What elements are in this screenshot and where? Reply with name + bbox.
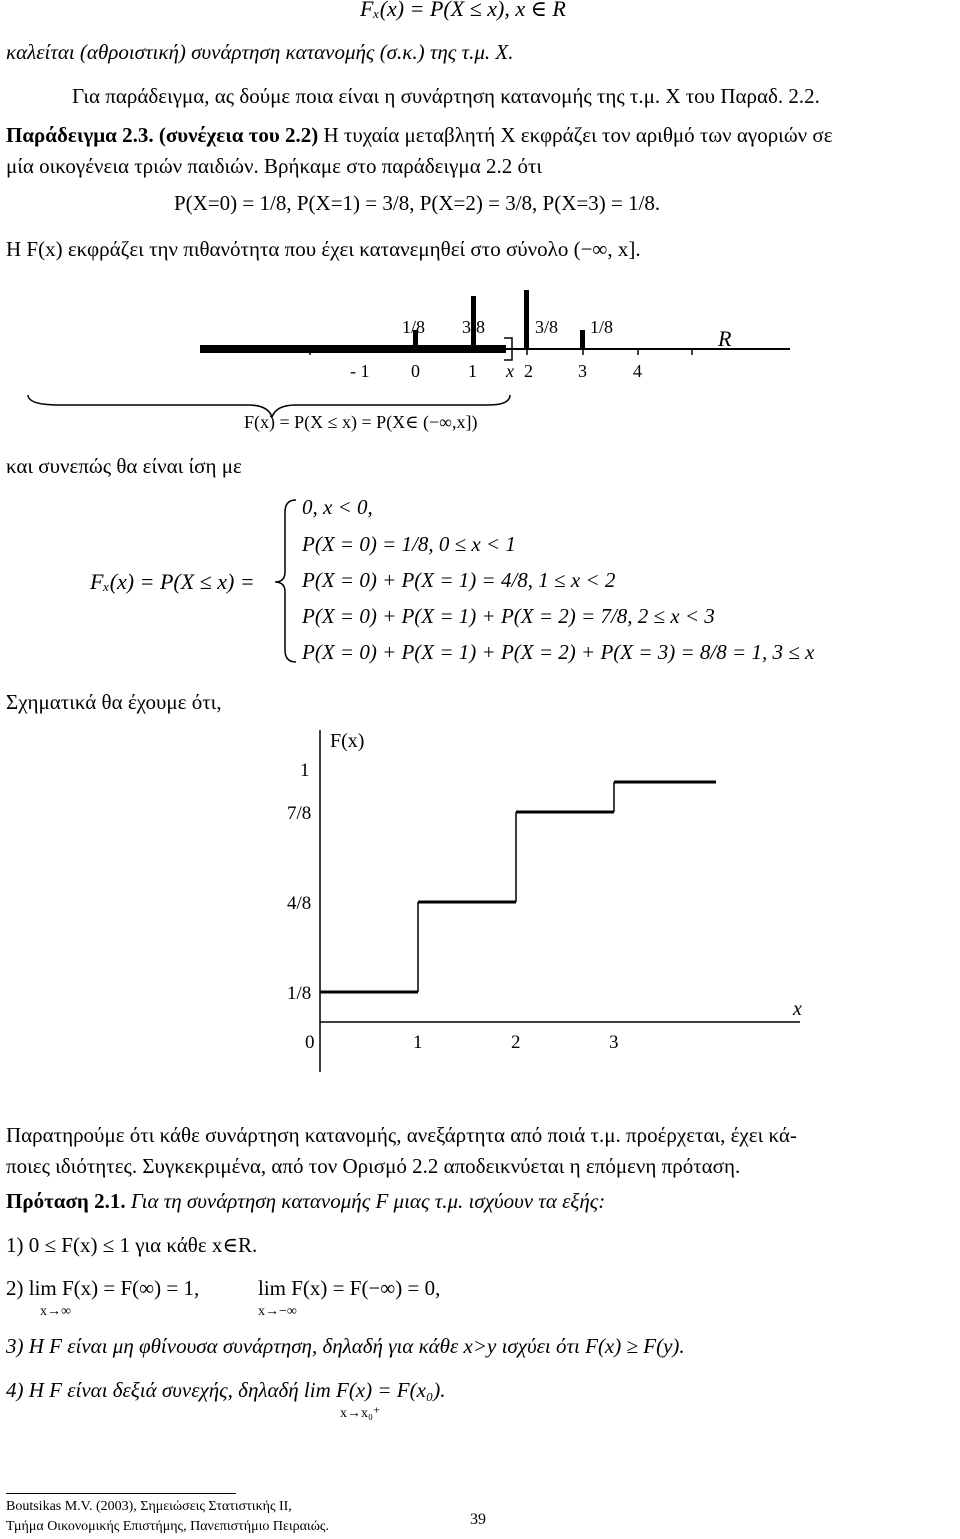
footer-author: Boutsikas M.V. (2003), Σημειώσεις Στατιστικής ΙΙ, (6, 1499, 292, 1514)
definition-text: καλείται (αθροιστική) συνάρτηση κατανομής (σ.κ.) της τ.μ. X. (6, 40, 514, 64)
x-tick-label-0: 0 (305, 1032, 315, 1053)
proposition-title: Πρόταση 2.1. (6, 1189, 126, 1213)
probabilities-line: P(X=0) = 1/8, P(X=1) = 3/8, P(X=2) = 3/8, P(X=3) = 1/8. (174, 191, 661, 215)
proposition-intro: Για τη συνάρτηση κατανομής F μιας τ.μ. ισχύουν τα εξής: (125, 1189, 606, 1213)
footer-dept: Τμήμα Οικονομικής Επιστήμης, Πανεπιστήμιο Πειραιώς. (6, 1519, 329, 1534)
distribution-function-definition: Fₓ(x) = P(X ≤ x), x ∈ R (360, 0, 566, 21)
property-2a: 2) lim F(x) = F(∞) = 1, (6, 1276, 200, 1300)
property-2a-limit: x→∞ (40, 1304, 71, 1319)
example-title: Παράδειγμα 2.3. (συνέχεια του 2.2) (6, 123, 319, 147)
case-3: P(X = 0) + P(X = 1) + P(X = 2) = 7/8, 2 ≤ x < 3 (302, 604, 715, 628)
example-intro-text: Για παράδειγμα, ας δούμε ποια είναι η συνάρτηση κατανομής της τ.μ. X του Παραδ. 2.2. (72, 84, 820, 108)
x-axis-label: x (793, 998, 802, 1020)
case-0: 0, x < 0, (302, 495, 373, 519)
x-tick-label-2: 2 (511, 1032, 521, 1053)
page-number: 39 (470, 1511, 486, 1528)
y-tick-label-1: 7/8 (287, 803, 312, 824)
case-1: P(X = 0) = 1/8, 0 ≤ x < 1 (302, 532, 516, 556)
tick-label-x: x (506, 361, 514, 381)
tick-label-4: 4 (633, 361, 642, 381)
footer-rule (6, 1493, 236, 1494)
property-4-limit: x→x₀⁺ (340, 1406, 381, 1421)
case-4: P(X = 0) + P(X = 1) + P(X = 2) + P(X = 3) = 8/8 = 1, 3 ≤ x (302, 640, 815, 664)
property-2b-limit: x→−∞ (258, 1304, 297, 1319)
observation-line2: ποιες ιδιότητες. Συγκεκριμένα, από τον Ορισμό 2.2 αποδεικνύεται η επόμενη πρόταση. (6, 1154, 741, 1178)
mass-label-0: 1/8 (402, 317, 426, 337)
brace-caption: F(x) = P(X ≤ x) = P(X∈ (−∞,x]) (244, 412, 478, 432)
example-text-line2: μία οικογένεια τριών παιδιών. Βρήκαμε στο παράδειγμα 2.2 ότι (6, 154, 543, 178)
example-text: Η τυχαία μεταβλητή X εκφράζει τον αριθμό των αγοριών σε (318, 123, 833, 147)
tick-label-0: 0 (411, 361, 420, 381)
mass-label-2: 3/8 (535, 317, 559, 337)
x-tick-label-1: 1 (413, 1032, 423, 1053)
therefore-text: και συνεπώς θα είναι ίση με (6, 454, 242, 478)
property-4: 4) Η F είναι δεξιά συνεχής, δηλαδή lim F(x) = F(x₀). (6, 1378, 446, 1402)
tick-label-minus1: - 1 (350, 361, 370, 381)
y-axis-label: F(x) (330, 730, 365, 752)
property-3: 3) Η F είναι μη φθίνουσα συνάρτηση, δηλαδή για κάθε x>y ισχύει ότι F(x) ≥ F(y). (6, 1334, 685, 1358)
fx-description: Η F(x) εκφράζει την πιθανότητα που έχει κατανεμηθεί στο σύνολο (−∞, x]. (6, 237, 641, 261)
y-tick-label-0: 1 (300, 760, 310, 781)
graphically-text: Σχηματικά θα έχουμε ότι, (6, 690, 222, 714)
tick-label-1: 1 (468, 361, 477, 381)
property-2b: lim F(x) = F(−∞) = 0, (258, 1276, 441, 1300)
tick-label-2: 2 (524, 361, 533, 381)
mass-label-1: 3/8 (462, 317, 486, 337)
proposition-heading (6, 1189, 605, 1213)
piecewise-lhs: Fₓ(x) = P(X ≤ x) = (90, 569, 255, 594)
axis-label-R: R (718, 326, 732, 351)
observation-line1: Παρατηρούμε ότι κάθε συνάρτηση κατανομής, ανεξάρτητα από ποιά τ.μ. προέρχεται, έχει κά- (6, 1123, 797, 1147)
property-1: 1) 0 ≤ F(x) ≤ 1 για κάθε x∈R. (6, 1233, 258, 1257)
case-2: P(X = 0) + P(X = 1) = 4/8, 1 ≤ x < 2 (302, 568, 616, 592)
tick-label-3: 3 (578, 361, 587, 381)
y-tick-label-3: 1/8 (287, 983, 312, 1004)
y-tick-label-2: 4/8 (287, 893, 312, 914)
x-tick-label-3: 3 (609, 1032, 619, 1053)
mass-label-3: 1/8 (590, 317, 614, 337)
